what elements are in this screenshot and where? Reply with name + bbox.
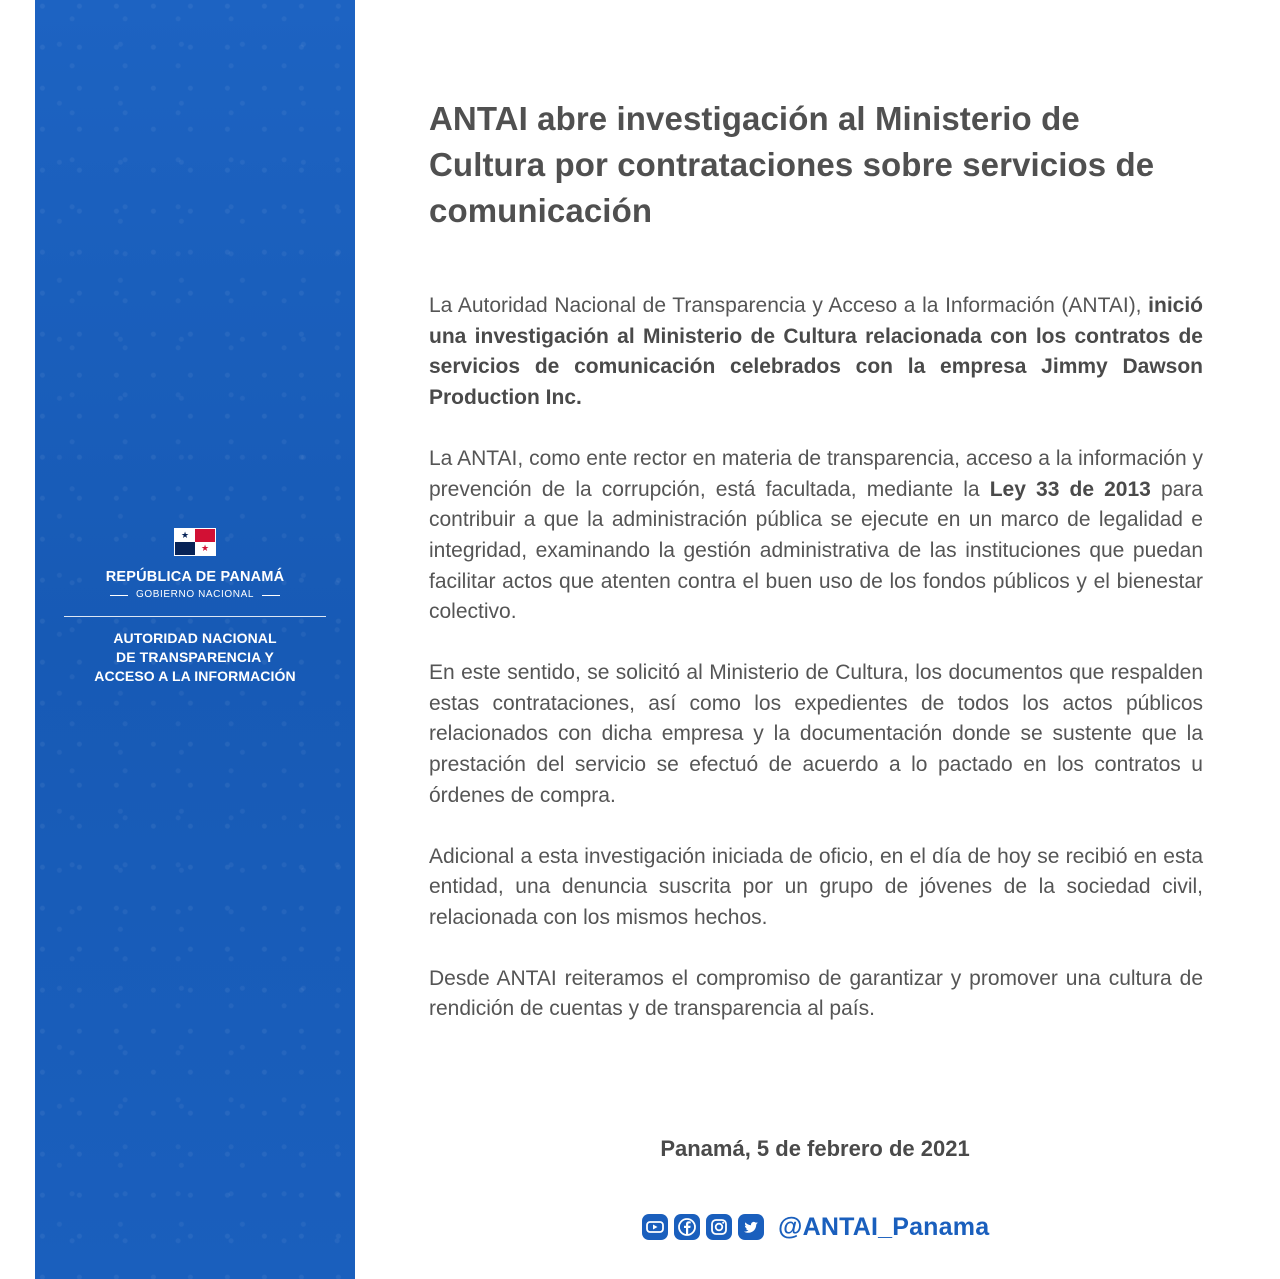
paragraph-4: Adicional a esta investigación iniciada de oficio, en el día de hoy se recibió en esta entidad, una denuncia suscrita por un grupo de jóvenes de la sociedad civil, relacionada con los mismos hechos. — [429, 844, 1203, 929]
law-reference: Ley 33 de 2013 — [989, 477, 1151, 501]
facebook-icon[interactable] — [674, 1214, 700, 1240]
instagram-icon[interactable] — [706, 1214, 732, 1240]
paragraph-1-intro: La Autoridad Nacional de Transparencia y Acceso a la Información (ANTAI), — [429, 294, 1149, 317]
release-date: Panamá, 5 de febrero de 2021 — [660, 1136, 970, 1161]
paragraph-2-start: La ANTAI, como ente rector en materia de transparencia, acceso a la información y prevención de la corrupción, está facultada, mediante la — [429, 446, 1203, 501]
press-title: ANTAI abre investigación al Ministerio de Cultura por contrataciones sobre servicios de comunicación — [429, 100, 1155, 229]
panama-flag-icon: ★ ★ — [174, 528, 216, 556]
twitter-icon[interactable] — [738, 1214, 764, 1240]
paragraph-2 — [429, 444, 1203, 628]
authority-line-3: ACCESO A LA INFORMACIÓN — [94, 668, 296, 684]
paragraph-1 — [429, 291, 1203, 414]
government-text: GOBIERNO NACIONAL — [136, 589, 254, 600]
government-label — [35, 588, 355, 602]
social-media-bar — [642, 1210, 989, 1244]
paragraph-5: Desde ANTAI reiteramos el compromiso de garantizar y promover una cultura de rendición de cuentas y de transparencia al país. — [429, 966, 1203, 1021]
divider-line-right — [262, 595, 280, 596]
authority-name — [35, 629, 355, 686]
youtube-icon[interactable] — [642, 1214, 668, 1240]
sidebar-panel — [35, 0, 355, 1279]
authority-line-2: DE TRANSPARENCIA Y — [116, 649, 274, 665]
social-handle[interactable]: @ANTAI_Panama — [778, 1212, 990, 1241]
press-release — [429, 96, 1203, 1025]
government-brand — [35, 528, 355, 686]
paragraph-2-end: para contribuir a que la administración pública se ejecute en un marco de legalidad e integridad, examinando la gestión administrativa de las instituciones que puedan facilitar actos que atenten contra el buen uso de los fondos públicos y el bienestar colectivo. — [429, 477, 1203, 624]
sidebar-divider — [64, 616, 326, 617]
paragraph-3: En este sentido, se solicitó al Ministerio de Cultura, los documentos que respalden estas contrataciones, así como los expedientes de todos los actos públicos relacionados con dicha empresa y la documentación donde se sustente que la prestación del servicio se efectuó de acuerdo a lo pactado en los contratos u órdenes de compra. — [429, 661, 1203, 807]
authority-line-1: AUTORIDAD NACIONAL — [113, 630, 277, 646]
divider-line-left — [110, 595, 128, 596]
paragraph-1-bold: inició una investigación al Ministerio de Cultura relacionada con los contratos de servicios de comunicación celebrados con la empresa Jimmy Dawson Production Inc. — [429, 294, 1203, 410]
country-name: REPÚBLICA DE PANAMÁ — [105, 569, 285, 585]
